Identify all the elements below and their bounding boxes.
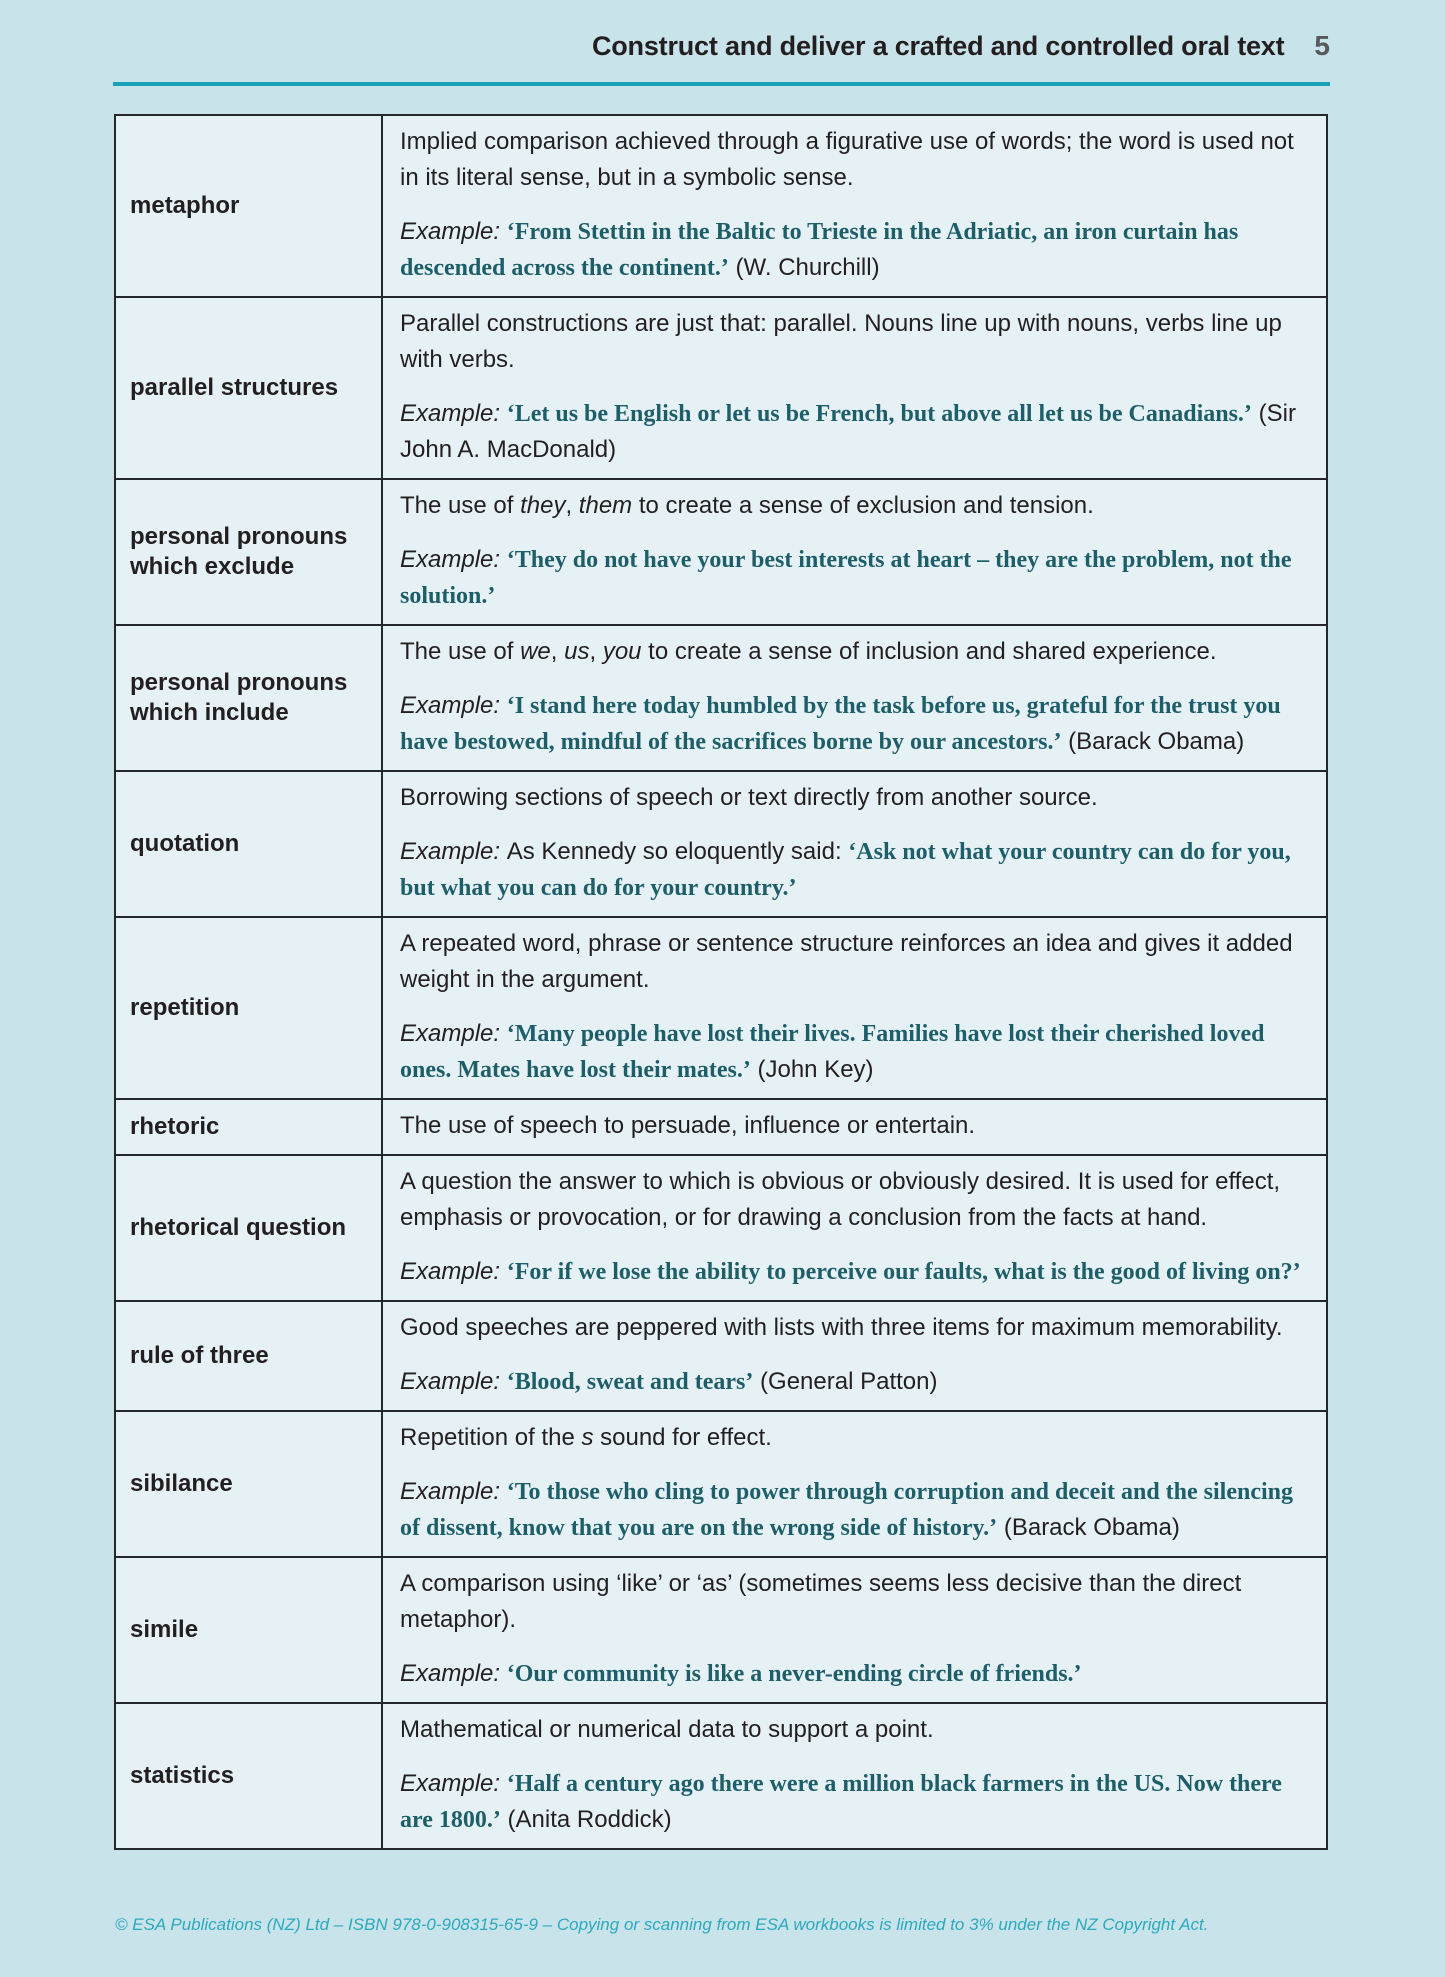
plain-text: (W. Churchill): [728, 254, 880, 281]
plain-text: Mathematical or numerical data to support a point.: [400, 1716, 934, 1743]
example-quote-text: ‘For if we lose the ability to perceive our faults, what is the good of living on?’: [506, 1259, 1301, 1285]
term-label: repetition: [130, 994, 240, 1021]
definition-cell: [383, 480, 1326, 624]
plain-text: to create a sense of inclusion and shared experience.: [641, 638, 1217, 665]
term-label: personal pronouns which include: [130, 669, 348, 726]
table-row: [116, 296, 1326, 478]
plain-text: A comparison using ‘like’ or ‘as’ (sometimes seems less decisive than the direct metaphor).: [400, 1570, 1242, 1633]
example-text: [400, 1656, 1306, 1692]
italic-text: Example:: [400, 546, 507, 573]
plain-text: The use of speech to persuade, influence or entertain.: [400, 1112, 976, 1139]
example-text: [400, 1474, 1306, 1546]
definition-cell: [383, 772, 1326, 916]
plain-text: The use of: [400, 638, 521, 665]
plain-text: (Sir John A. MacDonald): [400, 400, 1296, 463]
plain-text: ,: [589, 638, 603, 665]
italic-text: Example:: [400, 838, 507, 865]
table-row: [116, 478, 1326, 624]
plain-text: Repetition of the: [400, 1424, 582, 1451]
plain-text: As Kennedy so eloquently said:: [506, 838, 849, 865]
table-row: [116, 116, 1326, 296]
definition-text: [400, 1420, 1306, 1456]
definition-text: [400, 124, 1306, 196]
definition-text: [400, 1310, 1306, 1346]
definition-text: [400, 306, 1306, 378]
italic-text: Example:: [400, 1770, 507, 1797]
plain-text: Good speeches are peppered with lists with three items for maximum memorability.: [400, 1314, 1283, 1341]
example-text: [400, 214, 1306, 286]
definition-text: [400, 488, 1306, 524]
example-quote-text: ‘From Stettin in the Baltic to Trieste in the Adriatic, an iron curtain has descended across the continent.’: [400, 219, 1239, 281]
term-cell: [116, 1558, 383, 1702]
table-row: [116, 1098, 1326, 1154]
term-cell: [116, 116, 383, 296]
italic-text: them: [578, 492, 633, 519]
example-quote-text: ‘Our community is like a never-ending circle of friends.’: [506, 1661, 1082, 1687]
example-quote-text: ‘Many people have lost their lives. Families have lost their cherished loved ones. Mates have lost their mates.’: [400, 1021, 1265, 1083]
italic-text: Example:: [400, 218, 507, 245]
term-label: simile: [130, 1616, 199, 1643]
copyright-footer: © ESA Publications (NZ) Ltd – ISBN 978-0-908315-65-9 – Copying or scanning from ESA workbooks is limited to 3% under the NZ Copyright Act.: [115, 1915, 1209, 1934]
definition-cell: [383, 1558, 1326, 1702]
definition-cell: [383, 918, 1326, 1098]
example-quote-text: ‘Let us be English or let us be French, but above all let us be Canadians.’: [506, 401, 1252, 427]
definition-text: [400, 1164, 1306, 1236]
term-label: personal pronouns which exclude: [130, 523, 348, 580]
table-row: [116, 624, 1326, 770]
example-text: [400, 396, 1306, 468]
term-label: rule of three: [130, 1342, 269, 1369]
example-text: [400, 1016, 1306, 1088]
page-number: 5: [1314, 30, 1330, 61]
table-row: [116, 1702, 1326, 1848]
table-row: [116, 916, 1326, 1098]
plain-text: A repeated word, phrase or sentence structure reinforces an idea and gives it added weight in the argument.: [400, 930, 1293, 993]
term-label: rhetorical question: [130, 1214, 347, 1241]
term-label: sibilance: [130, 1470, 233, 1497]
italic-text: we: [520, 638, 551, 665]
example-quote-text: ‘They do not have your best interests at heart – they are the problem, not the solution.’: [400, 547, 1292, 609]
plain-text: (General Patton): [753, 1368, 938, 1395]
italic-text: Example:: [400, 1660, 507, 1687]
term-label: parallel structures: [130, 374, 339, 401]
term-cell: [116, 298, 383, 478]
example-quote-text: ‘Half a century ago there were a million black farmers in the US. Now there are 1800.’: [400, 1771, 1282, 1833]
italic-text: s: [581, 1424, 594, 1451]
definition-text: [400, 1566, 1306, 1638]
plain-text: (Barack Obama): [997, 1514, 1180, 1541]
page-header: [115, 30, 1330, 62]
definition-cell: [383, 626, 1326, 770]
example-text: [400, 688, 1306, 760]
header-rule: [113, 82, 1330, 86]
term-label: metaphor: [130, 192, 240, 219]
table-row: [116, 1154, 1326, 1300]
italic-text: Example:: [400, 1020, 507, 1047]
definition-text: [400, 1712, 1306, 1748]
page-title: Construct and deliver a crafted and controlled oral text: [591, 31, 1285, 61]
plain-text: The use of: [400, 492, 521, 519]
rhetorical-devices-table: [114, 114, 1328, 1850]
definition-cell: [383, 1704, 1326, 1848]
example-text: [400, 1766, 1306, 1838]
plain-text: Implied comparison achieved through a figurative use of words; the word is used not in its literal sense, but in a symbolic sense.: [400, 128, 1294, 191]
term-cell: [116, 1100, 383, 1154]
table-row: [116, 1300, 1326, 1410]
definition-cell: [383, 116, 1326, 296]
plain-text: to create a sense of exclusion and tension.: [632, 492, 1094, 519]
definition-text: [400, 926, 1306, 998]
plain-text: ,: [550, 638, 565, 665]
example-quote-text: ‘To those who cling to power through corruption and deceit and the silencing of dissent, know that you are on the wrong side of history.’: [400, 1479, 1294, 1541]
plain-text: (John Key): [750, 1056, 874, 1083]
italic-text: you: [602, 638, 642, 665]
italic-text: Example:: [400, 1368, 507, 1395]
italic-text: Example:: [400, 692, 507, 719]
definition-cell: [383, 1100, 1326, 1154]
definition-cell: [383, 298, 1326, 478]
definition-text: [400, 1108, 1306, 1144]
italic-text: Example:: [400, 1478, 507, 1505]
term-cell: [116, 480, 383, 624]
example-quote-text: ‘Blood, sweat and tears’: [506, 1369, 754, 1395]
table-row: [116, 1556, 1326, 1702]
term-cell: [116, 918, 383, 1098]
term-cell: [116, 626, 383, 770]
definition-cell: [383, 1156, 1326, 1300]
example-quote-text: ‘Ask not what your country can do for you, but what you can do for your country.’: [400, 839, 1291, 901]
term-cell: [116, 772, 383, 916]
example-text: [400, 1254, 1306, 1290]
definition-text: [400, 780, 1306, 816]
example-text: [400, 1364, 1306, 1400]
italic-text: Example:: [400, 1258, 507, 1285]
plain-text: (Barack Obama): [1061, 728, 1245, 755]
term-cell: [116, 1302, 383, 1410]
definition-cell: [383, 1412, 1326, 1556]
term-label: quotation: [130, 830, 240, 857]
definition-text: [400, 634, 1306, 670]
term-label: statistics: [130, 1762, 235, 1789]
italic-text: Example:: [400, 400, 507, 427]
italic-text: they: [520, 492, 566, 519]
italic-text: us: [564, 638, 590, 665]
plain-text: sound for effect.: [593, 1424, 772, 1451]
plain-text: A question the answer to which is obvious or obviously desired. It is used for effect, emphasis or provocation, or for drawing a conclusion from the facts at hand.: [400, 1168, 1281, 1231]
term-label: rhetoric: [130, 1113, 220, 1140]
plain-text: (Anita Roddick): [500, 1806, 672, 1833]
example-text: [400, 834, 1306, 906]
table-row: [116, 770, 1326, 916]
plain-text: ,: [565, 492, 579, 519]
plain-text: Parallel constructions are just that: parallel. Nouns line up with nouns, verbs line up with verbs.: [400, 310, 1282, 373]
plain-text: Borrowing sections of speech or text directly from another source.: [400, 784, 1098, 811]
term-cell: [116, 1704, 383, 1848]
term-cell: [116, 1156, 383, 1300]
definition-cell: [383, 1302, 1326, 1410]
term-cell: [116, 1412, 383, 1556]
example-quote-text: ‘I stand here today humbled by the task before us, grateful for the trust you have bestowed, mindful of the sacrifices borne by our ancestors.’: [400, 693, 1281, 755]
example-text: [400, 542, 1306, 614]
table-row: [116, 1410, 1326, 1556]
